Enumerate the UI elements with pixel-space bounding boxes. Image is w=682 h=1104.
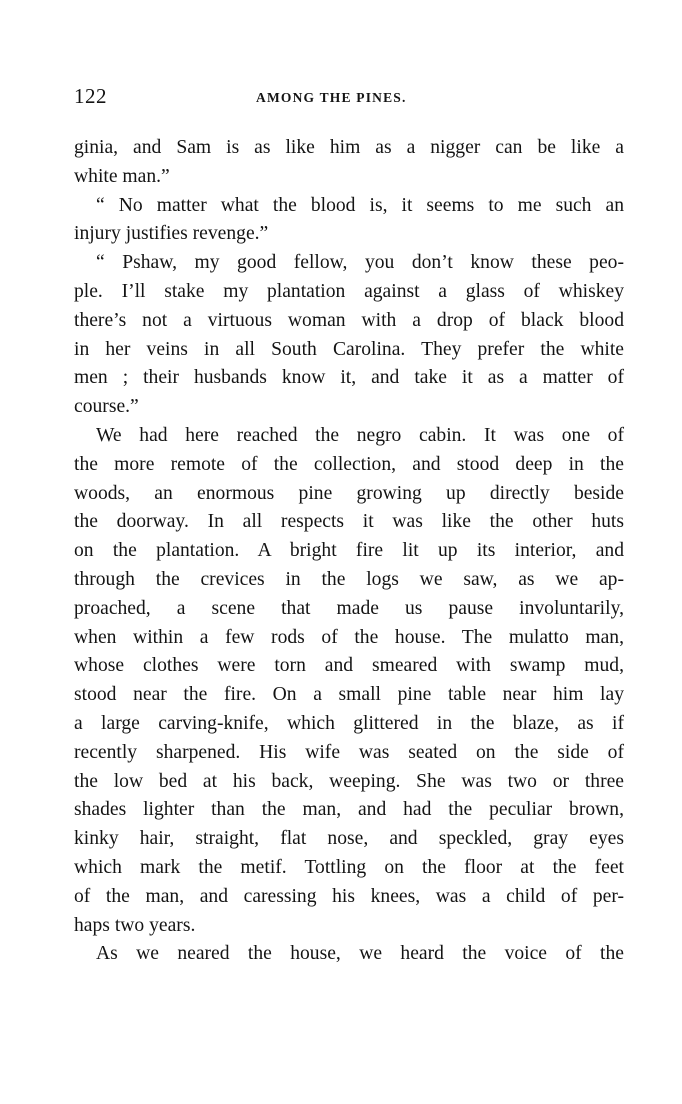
- text-line: whose clothes were torn and smeared with swamp mud,: [74, 655, 624, 677]
- text-line: As we neared the house, we heard the voice of the: [96, 943, 624, 965]
- text-line: We had here reached the negro cabin. It was one of: [96, 424, 624, 446]
- text-line: in her veins in all South Carolina. They prefer the white: [74, 338, 624, 360]
- text-line: through the crevices in the logs we saw, as we ap-: [74, 568, 624, 590]
- text-line: the more remote of the collection, and stood deep in the: [74, 453, 624, 475]
- text-line: the low bed at his back, weeping. She was two or three: [74, 770, 624, 792]
- text-line: white man.”: [74, 165, 170, 187]
- text-line: ginia, and Sam is as like him as a nigger can be like a: [74, 137, 624, 158]
- text-line: “ No matter what the blood is, it seems to me such an: [96, 194, 624, 216]
- text-line: haps two years.: [74, 914, 196, 936]
- text-line: ple. I’ll stake my plantation against a glass of whiskey: [74, 280, 624, 302]
- text-line: of the man, and caressing his knees, was a child of per-: [74, 885, 624, 907]
- body-text: [74, 134, 624, 969]
- text-line: course.”: [74, 396, 139, 418]
- text-line: when within a few rods of the house. The mulatto man,: [74, 626, 624, 648]
- text-line: “ Pshaw, my good fellow, you don’t know these peo-: [96, 252, 624, 274]
- text-line: woods, an enormous pine growing up directly beside: [74, 482, 624, 504]
- text-line: a large carving-knife, which glittered in the blaze, as if: [74, 712, 624, 734]
- text-line: proached, a scene that made us pause involuntarily,: [74, 597, 624, 619]
- running-head: AMONG THE PINES.: [256, 90, 407, 105]
- text-line: stood near the fire. On a small pine table near him lay: [74, 684, 624, 706]
- text-line: injury justifies revenge.”: [74, 223, 269, 245]
- text-line: kinky hair, straight, flat nose, and speckled, gray eyes: [74, 828, 624, 850]
- page-header: [74, 84, 624, 114]
- text-line: which mark the metif. Tottling on the floor at the feet: [74, 856, 624, 878]
- text-line: there’s not a virtuous woman with a drop of black blood: [74, 309, 624, 331]
- page-number: 122: [74, 84, 107, 108]
- text-line: the doorway. In all respects it was like the other huts: [74, 511, 624, 533]
- text-line: shades lighter than the man, and had the peculiar brown,: [74, 799, 624, 821]
- text-line: recently sharpened. His wife was seated on the side of: [74, 741, 624, 763]
- text-line: on the plantation. A bright fire lit up its interior, and: [74, 540, 624, 562]
- text-line: men ; their husbands know it, and take it as a matter of: [74, 367, 624, 389]
- book-page: [74, 84, 624, 969]
